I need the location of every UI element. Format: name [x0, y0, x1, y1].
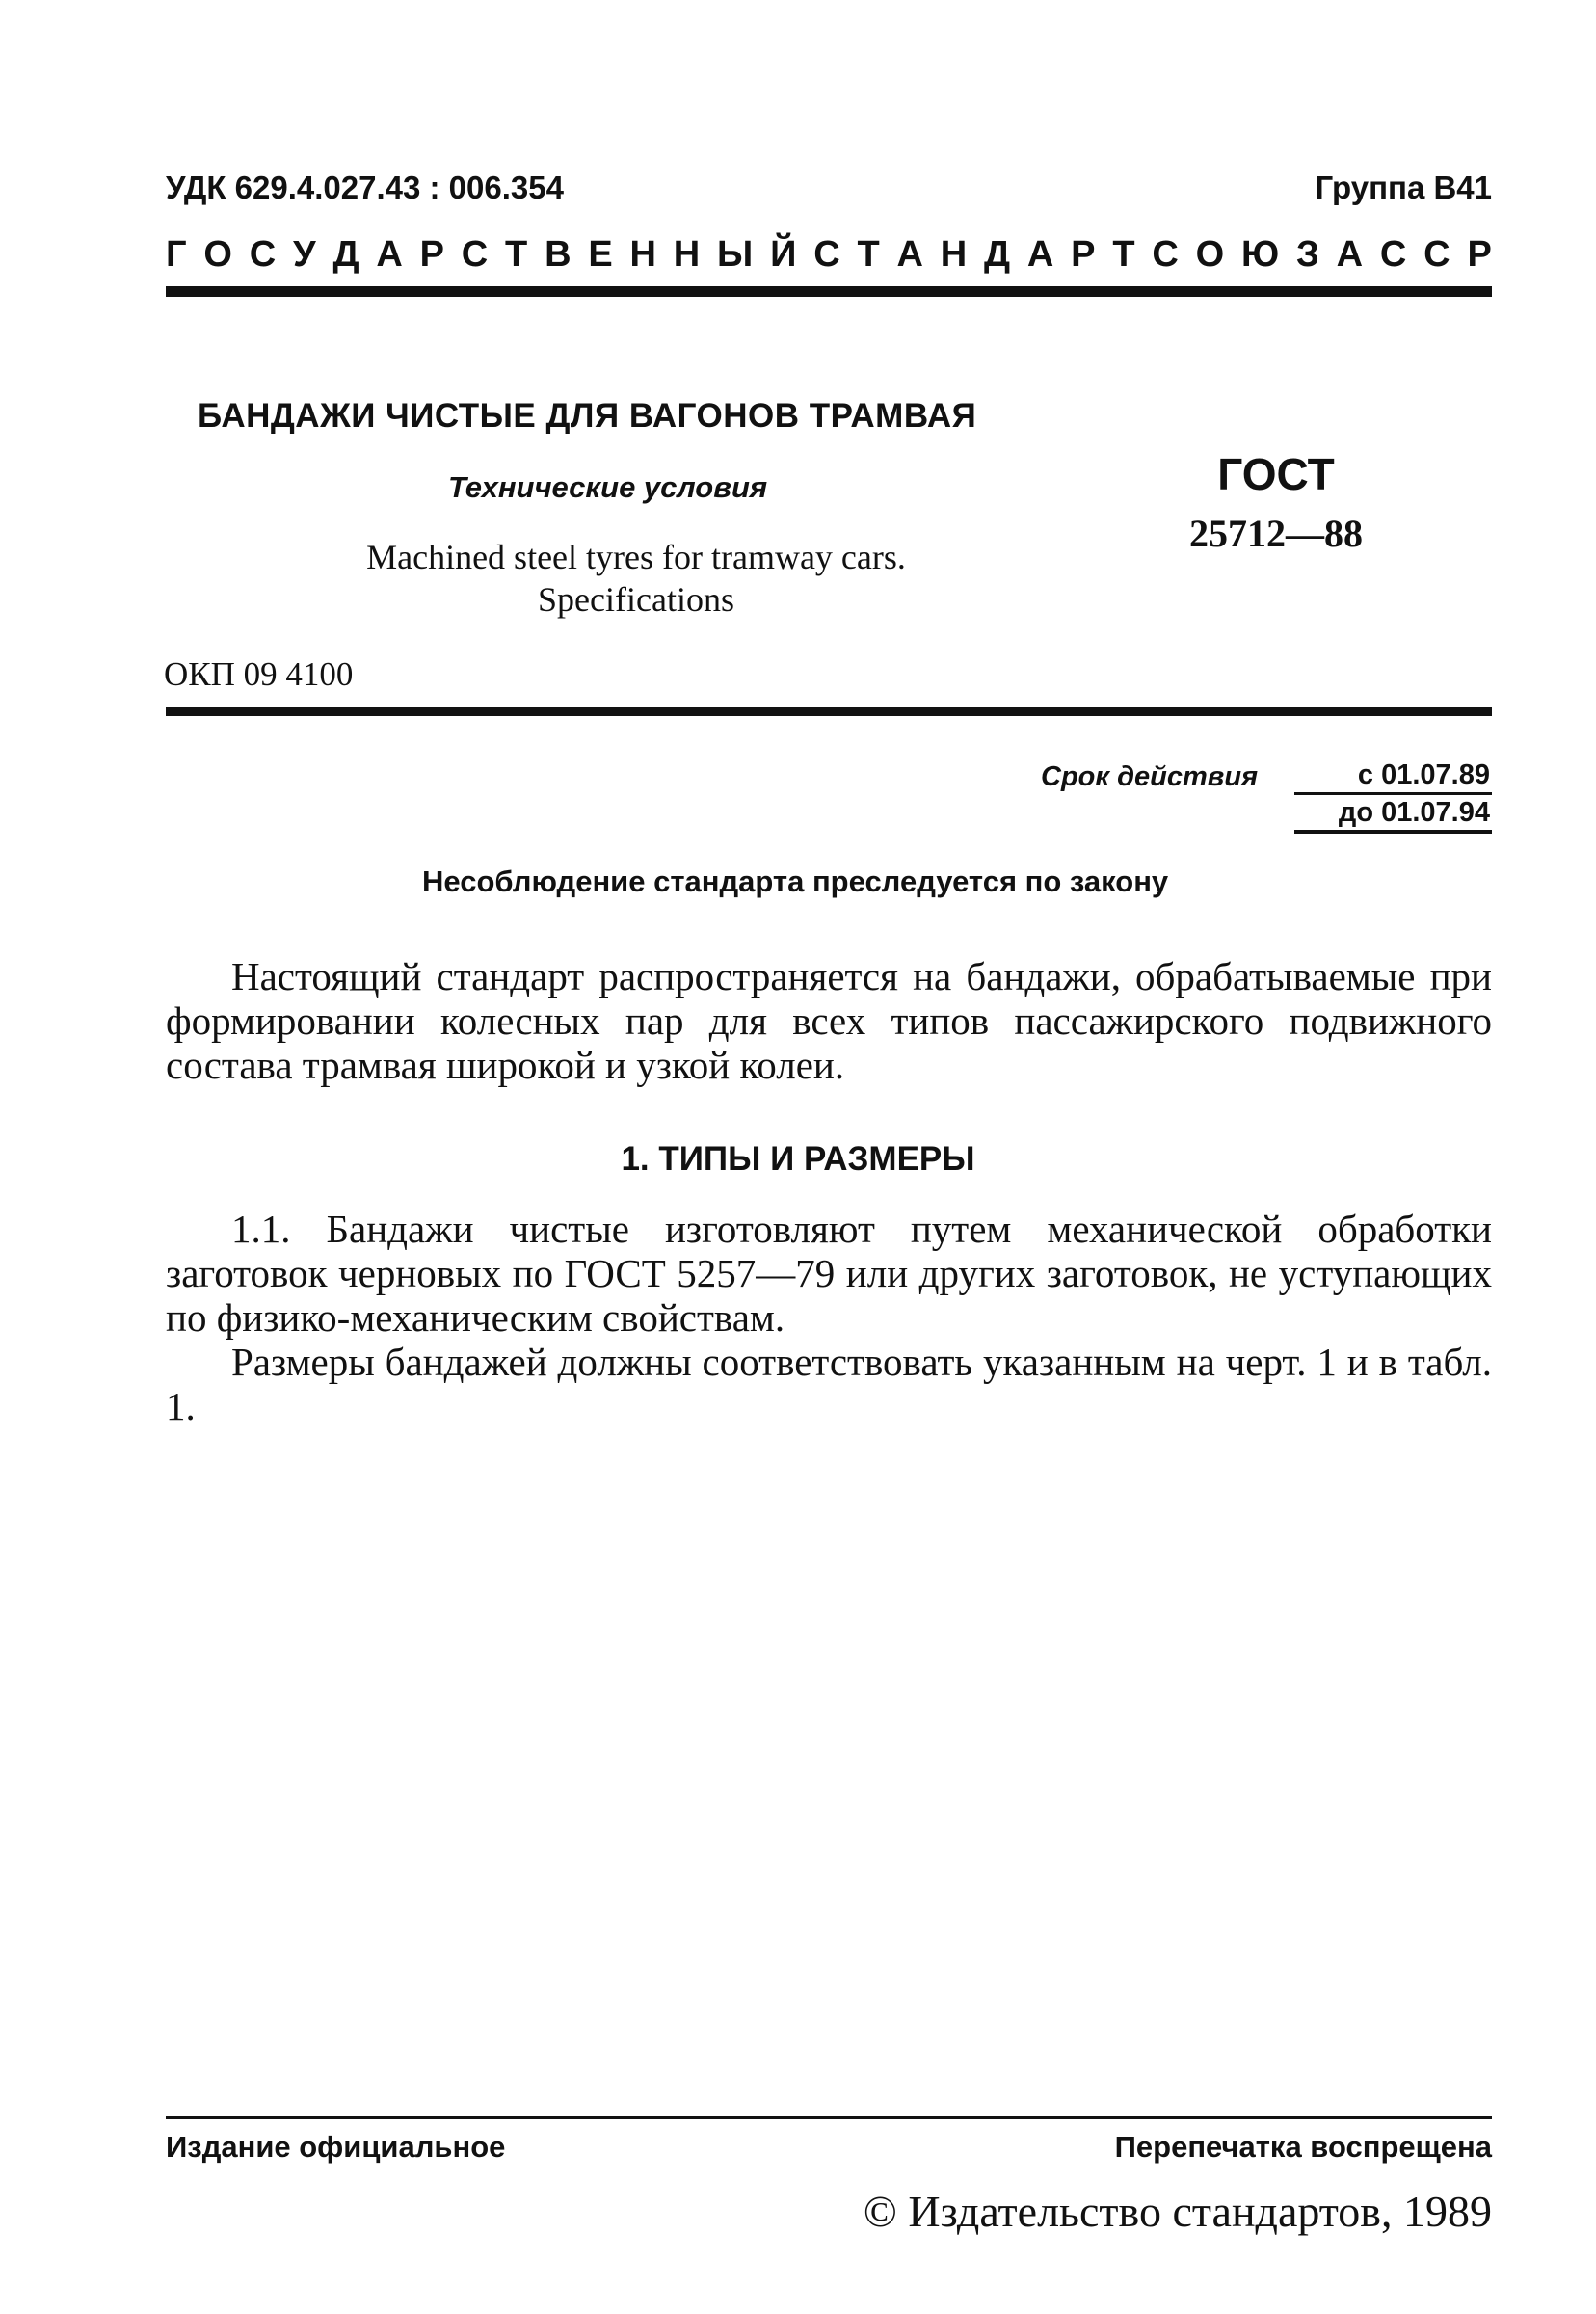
- copyright-notice: © Издательство стандартов, 1989: [863, 2187, 1492, 2236]
- header-rule: [166, 286, 1492, 297]
- legal-warning: Несоблюдение стандарта преследуется по закону: [422, 864, 1169, 898]
- validity-label: Срок действия: [1041, 761, 1259, 792]
- document-subtitle: Технические условия: [448, 470, 768, 504]
- official-edition: Издание официальное: [166, 2130, 506, 2164]
- title-block-rule: [166, 707, 1492, 716]
- paragraph-1-1: 1.1. Бандажи чистые изготовляют путем механической обработки заготовок черновых по ГОСТ 5257—79 или других заготовок, не уступающих по физико-механическим свойствам.: [166, 1207, 1492, 1340]
- intro-paragraph: [166, 954, 1492, 1087]
- section-heading: 1. ТИПЫ И РАЗМЕРЫ: [621, 1140, 975, 1178]
- validity-from: с 01.07.89: [1294, 758, 1492, 795]
- paragraph-sizes: Размеры бандажей должны соответствовать указанным на черт. 1 и в табл. 1.: [166, 1340, 1492, 1428]
- validity-to: до 01.07.94: [1294, 795, 1492, 834]
- footer-rule: [166, 2116, 1492, 2119]
- section-body: [166, 1207, 1492, 1428]
- okp-code: ОКП 09 4100: [164, 655, 354, 693]
- english-title-line1: Machined steel tyres for tramway cars.: [366, 538, 906, 576]
- intro-text: Настоящий стандарт распространяется на бандажи, обрабатываемые при формировании колесных пар для всех типов пассажирского подвижного состава трамвая широкой и узкой колеи.: [166, 954, 1492, 1087]
- state-standard-heading: Г О С У Д А Р С Т В Е Н Н Ы Й С Т А Н Д А Р Т С О Ю З А С С Р: [166, 234, 1492, 275]
- gost-label: ГОСТ: [1217, 449, 1335, 499]
- reprint-prohibited: Перепечатка воспрещена: [1114, 2130, 1492, 2164]
- gost-number: 25712—88: [1189, 512, 1363, 555]
- udk-code: УДК 629.4.027.43 : 006.354: [166, 170, 564, 205]
- english-title-line2: Specifications: [538, 580, 734, 619]
- english-title: [193, 536, 1079, 621]
- group-code: Группа В41: [1315, 170, 1492, 205]
- document-title: БАНДАЖИ ЧИСТЫЕ ДЛЯ ВАГОНОВ ТРАМВАЯ: [198, 397, 977, 435]
- validity-dates: [1294, 758, 1492, 834]
